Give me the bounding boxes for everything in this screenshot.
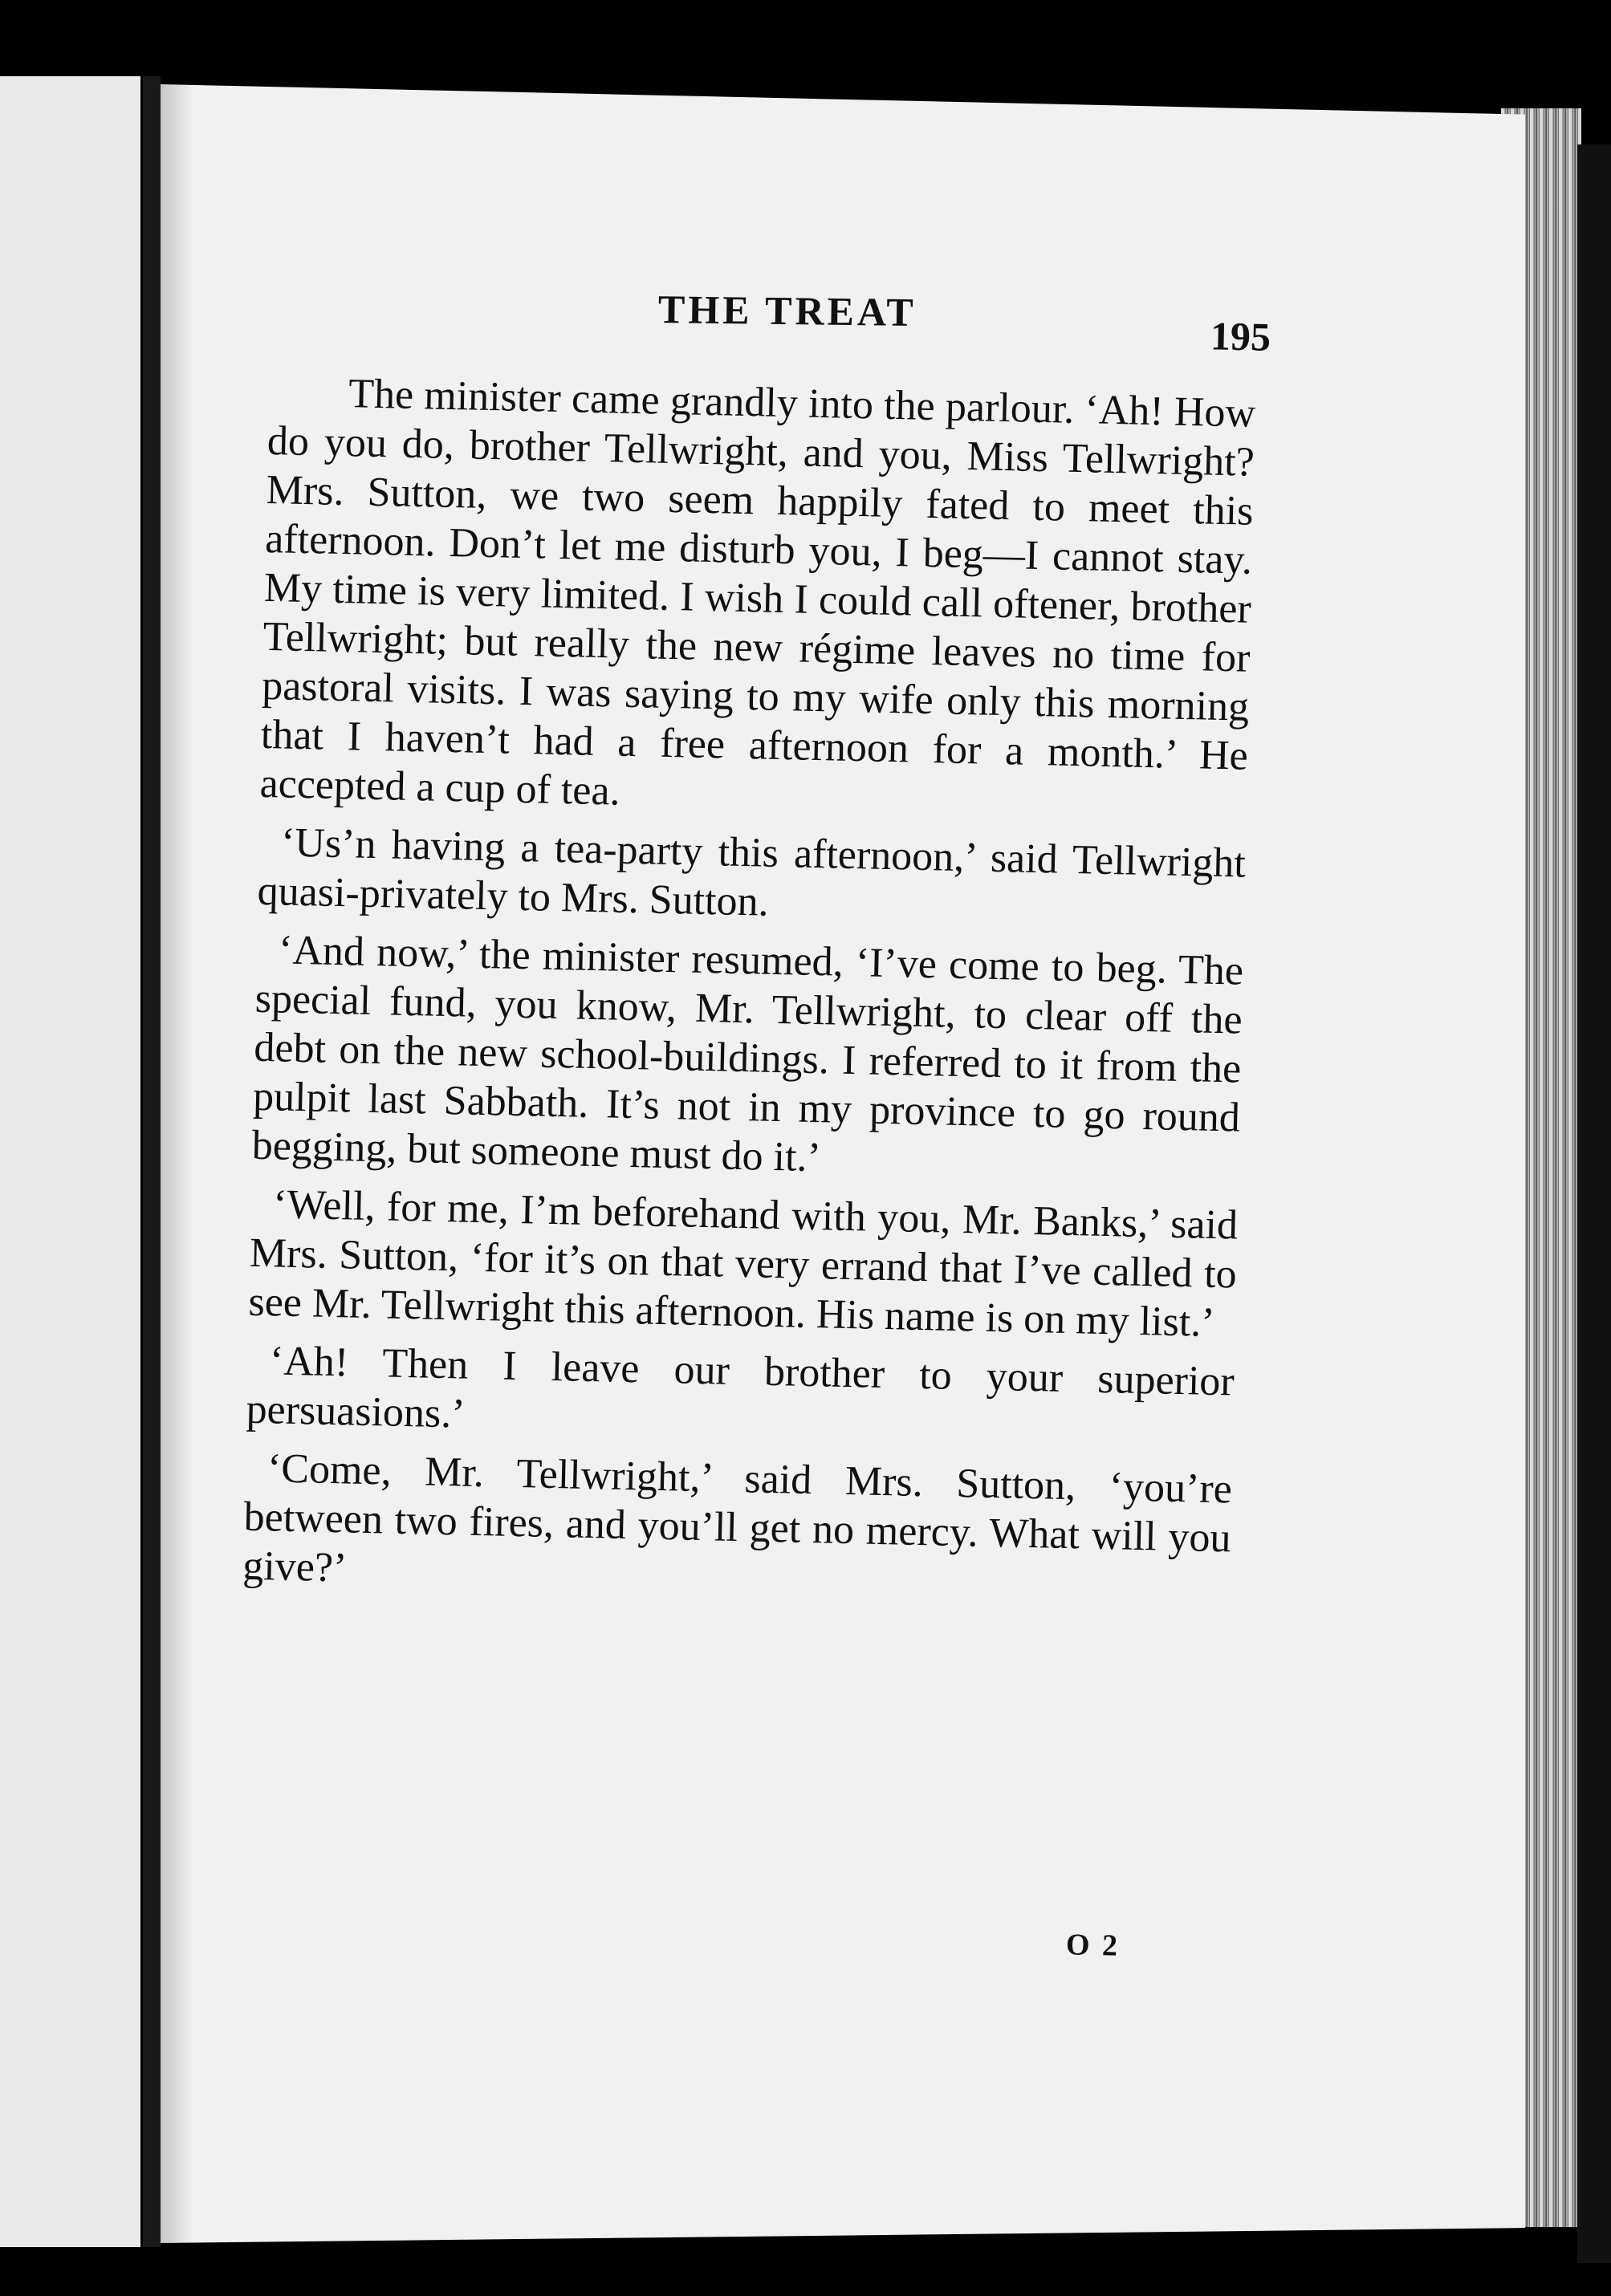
facing-page-edge [0, 76, 140, 2247]
book-gutter [143, 76, 161, 2247]
paragraph: The minister came grandly into the parlour. ‘Ah! How do you do, brother Tellwright, and you, Miss Tellwright? Mrs. Sutton, we two seem happily fated to meet this afternoon. Don’t let me disturb you, I beg—I cannot stay. My time is very limited. I wish I could call oftener, brother Tellwright; but really the new régime leaves no time for pastoral visits. I was saying to my wife only this morning that I haven’t had a free afternoon for a month.’ He accepted a cup of tea. [259, 371, 1256, 815]
paragraph: ‘Well, for me, I’m beforehand with you, Mr. Banks,’ said Mrs. Sutton, ‘for it’s on that very errand that I’ve called to see Mr. Tellwright this afternoon. His name is on my list.’ [247, 1181, 1239, 1346]
paragraph: ‘Ah! Then I leave our brother to your superior persuasions.’ [246, 1338, 1235, 1437]
gutter-shadow [161, 84, 193, 2243]
signature-mark: O 2 [1065, 1928, 1121, 1963]
paragraph: ‘Come, Mr. Tellwright,’ said Mrs. Sutton, ‘you’re between two fires, and you’ll get no mercy. What will you give?’ [242, 1445, 1233, 1591]
body-text [242, 368, 1256, 1611]
book-edge-shadow [1577, 144, 1611, 2263]
running-head: THE TREAT [657, 286, 917, 335]
paragraph: ‘And now,’ the minister resumed, ‘I’ve come to beg. The special fund, you know, Mr. Tellwright, to clear off the debt on the new school-buildings. I referred to it from the pulpit last Sabbath. It’s not in my province to go round begging, but someone must do it.’ [251, 927, 1244, 1181]
page-number: 195 [1210, 313, 1271, 360]
paragraph: ‘Us’n having a tea-party this afternoon,’ said Tellwright quasi-privately to Mrs. Sutton. [257, 819, 1247, 925]
